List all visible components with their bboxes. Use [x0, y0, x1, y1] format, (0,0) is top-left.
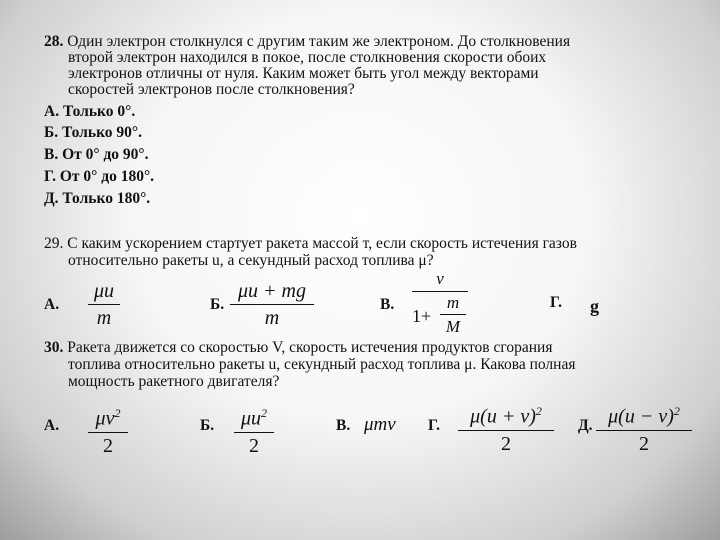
q29-line-2: относительно ракеты u, а секундный расход топлива μ? [68, 252, 434, 269]
q29-line-1: 29. С каким ускорением стартует ракета массой т, если скорость истечения газов [44, 235, 577, 252]
q30-formula-a [88, 402, 128, 457]
q30-formula-a-exponent: 2 [114, 406, 121, 420]
q28-line-3: электронов отличны от нуля. Каким может быть угол между векторами [68, 65, 539, 82]
q30-formula-g-denominator: 2 [501, 432, 511, 455]
q29-label-b: Б. [210, 296, 225, 313]
q29-label-v: В. [380, 296, 395, 313]
q30-label-g: Г. [428, 417, 440, 434]
q30-number: 30. [44, 339, 64, 356]
q29-formula-a-denominator: m [96, 307, 112, 329]
fraction-bar [412, 291, 468, 292]
q30-formula-g [458, 400, 554, 455]
q30-formula-d-numerator [596, 400, 692, 428]
q28-option-b: Б. Только 90°. [44, 124, 143, 141]
q29-formula-b-denominator: m [264, 307, 280, 329]
q28-option-a: А. Только 0°. [44, 103, 136, 120]
q29-formula-a [88, 280, 120, 329]
q29-formula-v-inner-denominator: M [445, 317, 461, 336]
q29-formula-v [412, 270, 468, 340]
q30-formula-a-base: μv [95, 407, 115, 430]
q28-number: 28. [44, 33, 64, 50]
q30-formula-b [234, 402, 274, 457]
fraction-bar [596, 430, 692, 431]
q30-formula-g-base: μ(u + v) [470, 405, 536, 428]
q30-formula-b-exponent: 2 [261, 406, 268, 420]
q28-option-d: Д. Только 180°. [44, 190, 151, 207]
fraction-bar [458, 430, 554, 431]
q30-label-b: Б. [200, 417, 215, 434]
q30-formula-g-numerator [458, 400, 554, 428]
fraction-bar [230, 304, 314, 305]
q30-text-1: Ракета движется со скоростью V, скорость истечения продуктов сгорания [67, 339, 553, 356]
q29-formula-a-numerator: μu [93, 280, 115, 302]
q29-formula-v-inner-numerator: m [446, 293, 460, 312]
fraction-bar [88, 432, 128, 433]
q30-formula-a-denominator: 2 [103, 434, 113, 457]
q28-option-g: Г. От 0° до 180°. [44, 168, 155, 185]
q29-formula-b-numerator: μu + mg [238, 280, 306, 302]
q29-formula-v-denominator-lead: 1+ [412, 306, 432, 326]
q30-label-v: В. [336, 417, 351, 434]
q30-formula-b-base: μu [240, 407, 262, 430]
q29-formula-v-numerator: v [436, 269, 444, 288]
q28-line-2: второй электрон находился в покое, после столкновения скорости обоих [68, 49, 547, 66]
fraction-bar [234, 432, 274, 433]
q30-label-d: Д. [578, 417, 593, 434]
q30-formula-d [596, 400, 692, 455]
q30-line-2: топлива относительно ракеты u, секундный расход топлива μ. Какова полная [68, 356, 576, 373]
q30-formula-d-denominator: 2 [639, 432, 649, 455]
fraction-bar [88, 304, 120, 305]
q28-line-4: скоростей электронов после столкновения? [68, 81, 355, 98]
q29-label-g: Г. [550, 294, 562, 311]
q30-line-3: мощность ракетного двигателя? [68, 373, 280, 390]
q28-option-v: В. От 0° до 90°. [44, 146, 149, 163]
q30-formula-g-exponent: 2 [535, 404, 542, 418]
q30-formula-v: μmv [364, 414, 396, 435]
q29-label-a: А. [44, 296, 60, 313]
fraction-bar [440, 314, 466, 315]
q30-formula-b-numerator [234, 402, 274, 430]
q30-label-a: А. [44, 417, 60, 434]
q29-answer-g: g [590, 296, 599, 316]
q30-formula-b-denominator: 2 [249, 434, 259, 457]
q28-line-1 [44, 34, 570, 50]
q28-text-1: Один электрон столкнулся с другим таким же электроном. До столкновения [67, 33, 571, 50]
q29-formula-b [230, 280, 314, 329]
q30-formula-d-exponent: 2 [673, 404, 680, 418]
q30-formula-d-base: μ(u − v) [608, 405, 674, 428]
q30-formula-a-numerator [88, 402, 128, 430]
q30-line-1 [44, 340, 552, 356]
